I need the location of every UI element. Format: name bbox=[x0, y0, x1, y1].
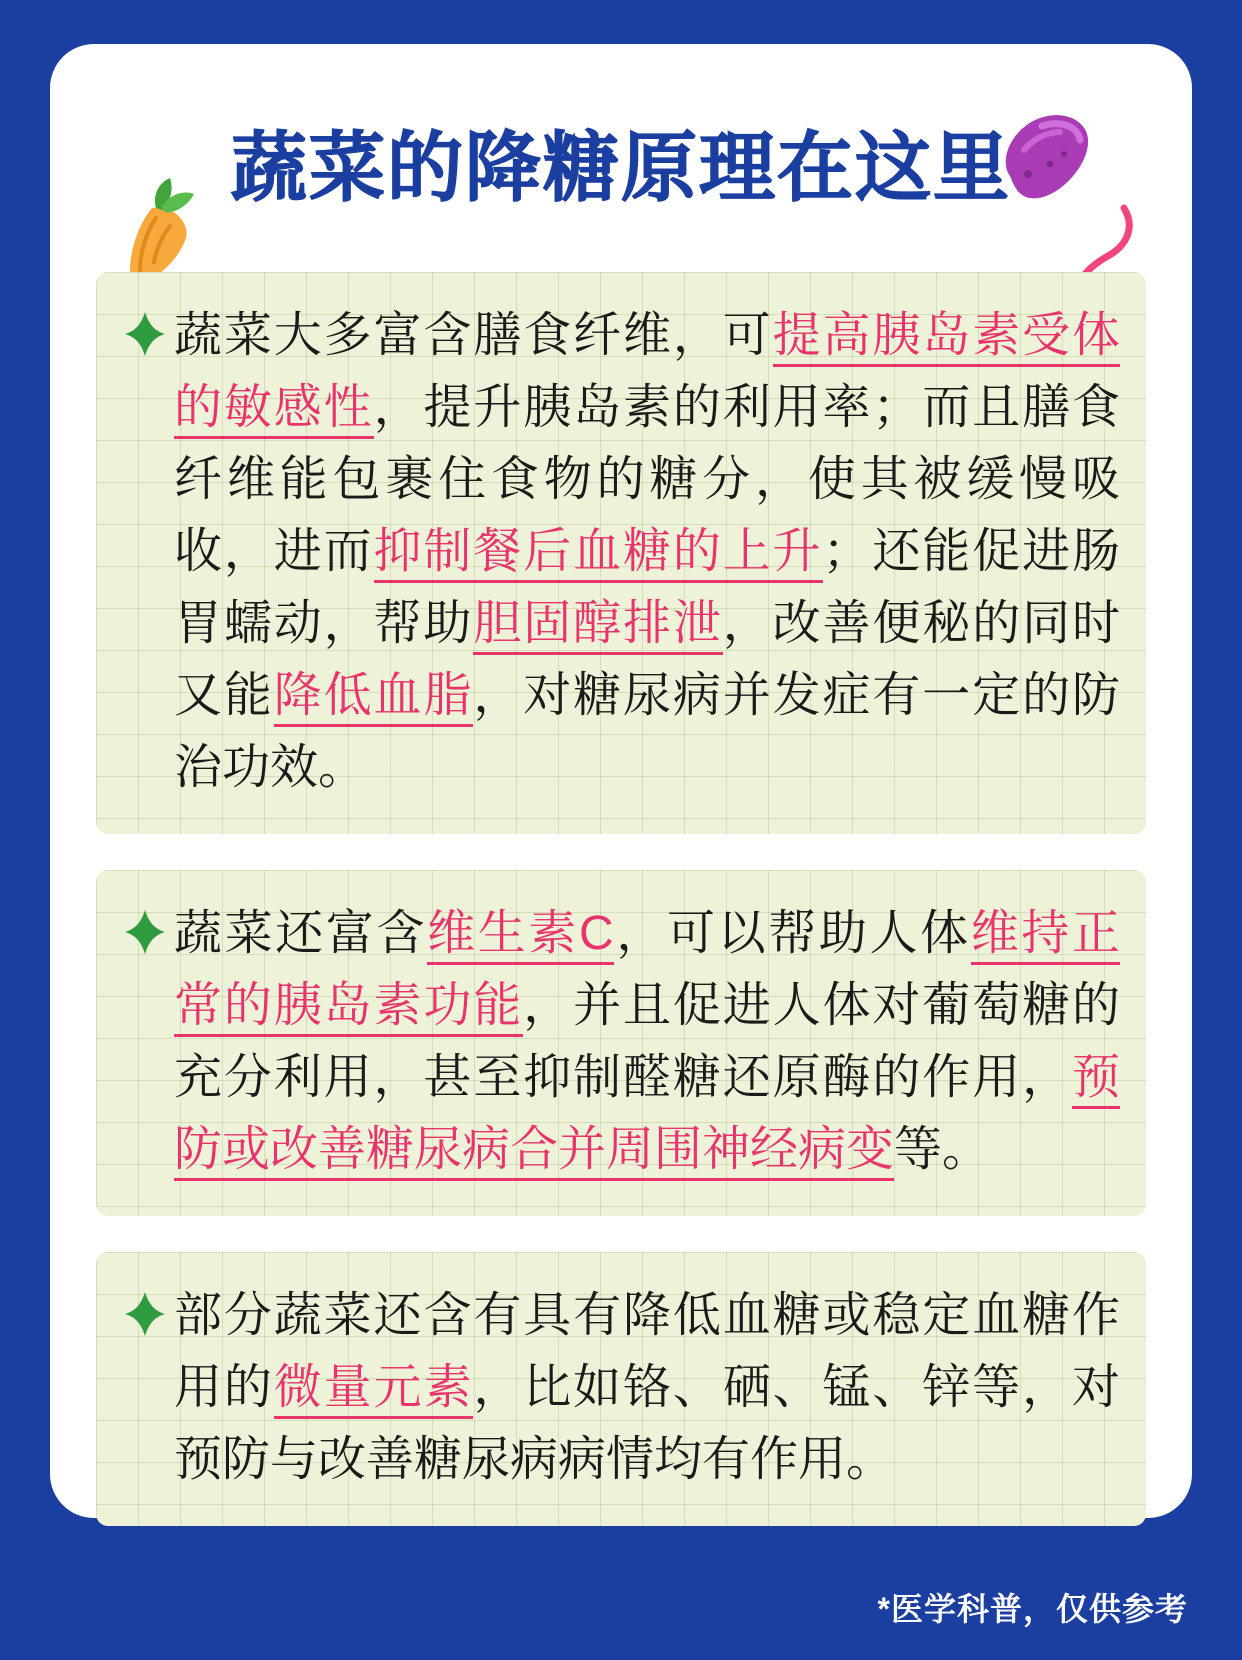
highlight-segment: 提高胰岛素受体的敏感性 bbox=[174, 309, 1120, 439]
disclaimer-note: *医学科普，仅供参考 bbox=[877, 1591, 1188, 1627]
page-title: 蔬菜的降糖原理在这里 bbox=[231, 126, 1011, 211]
paragraph-block bbox=[96, 870, 1146, 1216]
text-segment: 部分蔬菜还含有具有降低血糖或稳定血糖作用的 bbox=[174, 1289, 1120, 1414]
paragraph-text bbox=[174, 898, 1120, 1186]
highlight-segment: 胆固醇排泄 bbox=[473, 597, 722, 655]
text-segment: ，可以帮助人体 bbox=[613, 907, 971, 960]
paragraph-block bbox=[96, 272, 1146, 834]
text-segment: ，改善便秘的同时又能 bbox=[174, 597, 1120, 722]
text-segment: ；还能促进肠胃蠕动，帮助 bbox=[174, 525, 1120, 650]
highlight-segment: 抑制餐后血糖的上升 bbox=[374, 525, 823, 583]
text-segment: ，对糖尿病并发症有一定的防治功效。 bbox=[174, 669, 1120, 794]
text-segment: ，比如铬、硒、锰、锌等，对预防与改善糖尿病病情均有作用。 bbox=[174, 1361, 1120, 1486]
title-area bbox=[50, 44, 1192, 272]
highlight-segment: 预防或改善糖尿病合并周围神经病变 bbox=[174, 1051, 1120, 1181]
text-segment: ，并且促进人体对葡萄糖的充分利用，甚至抑制醛糖还原酶的作用， bbox=[174, 979, 1120, 1104]
highlight-segment: 微量元素 bbox=[274, 1361, 474, 1419]
text-segment: 等。 bbox=[894, 1123, 991, 1176]
paragraph-block bbox=[96, 1252, 1146, 1526]
text-segment: ，提升胰岛素的利用率；而且膳食纤维能包裹住食物的糖分，使其被缓慢吸收，进而 bbox=[174, 381, 1120, 578]
green-diamond-bullet-icon bbox=[122, 308, 168, 360]
green-diamond-bullet-icon bbox=[122, 906, 168, 958]
text-segment: 蔬菜大多富含膳食纤维，可 bbox=[174, 309, 773, 362]
paragraph-text bbox=[174, 1280, 1120, 1496]
content-card bbox=[50, 44, 1192, 1518]
highlight-segment: 维持正常的胰岛素功能 bbox=[174, 907, 1120, 1037]
highlight-segment: 维生素C bbox=[427, 907, 614, 965]
paragraph-text bbox=[174, 300, 1120, 804]
green-diamond-bullet-icon bbox=[122, 1288, 168, 1340]
highlight-segment: 降低血脂 bbox=[274, 669, 474, 727]
text-segment: 蔬菜还富含 bbox=[174, 907, 428, 960]
